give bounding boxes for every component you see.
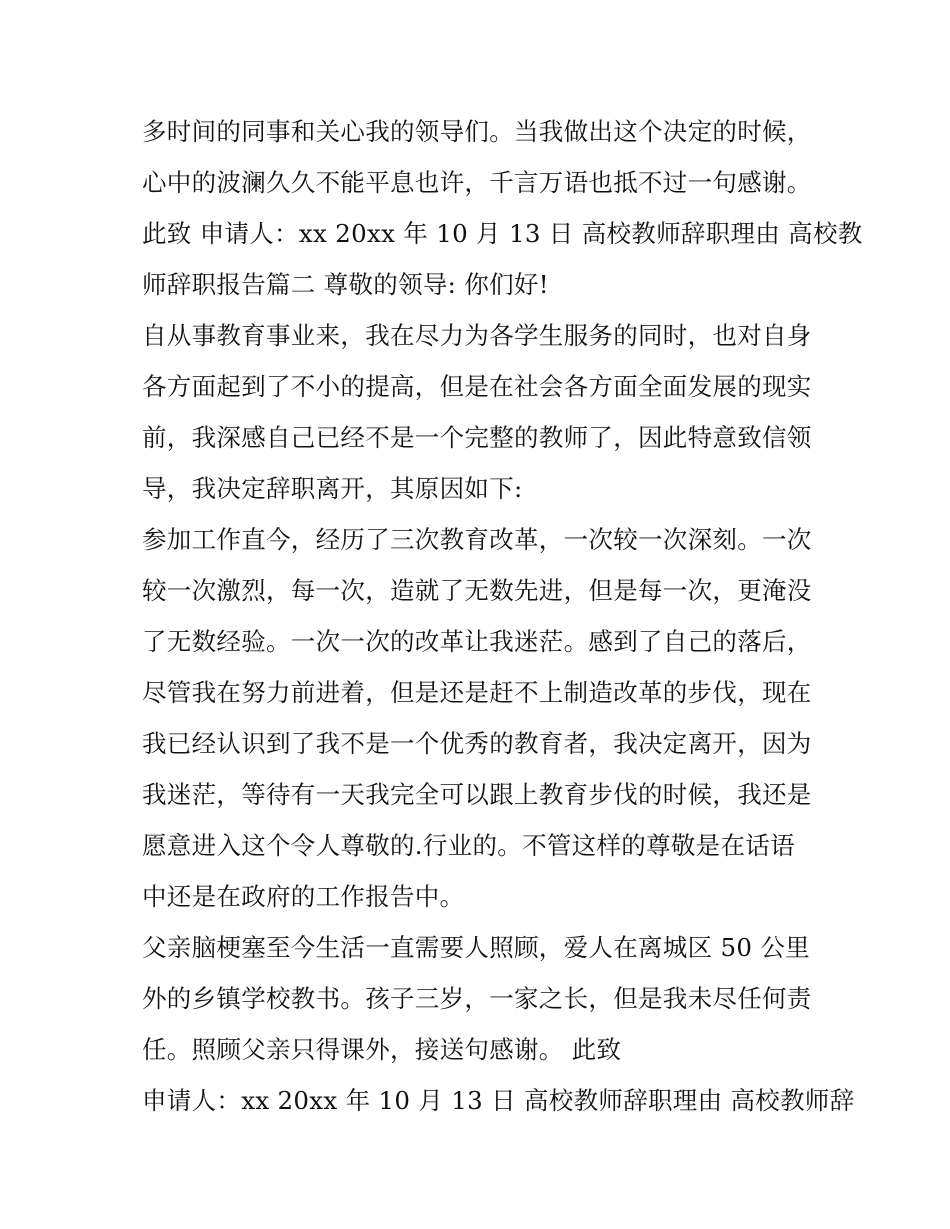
text-line: 自从事教育事业来，我在尽力为各学生服务的同时，也对自身 [142, 321, 812, 350]
text-line: 导，我决定辞职离开，其原因如下: [142, 474, 523, 503]
text-line: 参加工作直今，经历了三次教育改革，一次较一次深刻。一次 [142, 525, 812, 554]
text-line: 前，我深感自己已经不是一个完整的教师了，因此特意致信领 [142, 423, 812, 452]
text-line: 外的乡镇学校教书。孩子三岁，一家之长，但是我未尽任何责 [142, 984, 812, 1013]
text-line: 尽管我在努力前进着，但是还是赶不上制造改革的步伐，现在 [142, 678, 812, 707]
text-line: 父亲脑梗塞至今生活一直需要人照顾，爱人在离城区 50 公里 [142, 933, 810, 962]
text-line: 愿意进入这个令人尊敬的.行业的。不管这样的尊敬是在话语 [142, 831, 795, 860]
text-line: 各方面起到了不小的提高，但是在社会各方面全面发展的现实 [142, 372, 812, 401]
text-line: 我已经认识到了我不是一个优秀的教育者，我决定离开，因为 [142, 729, 812, 758]
text-line: 心中的波澜久久不能平息也许，千言万语也抵不过一句感谢。 [142, 168, 812, 197]
text-line: 较一次激烈，每一次，造就了无数先进，但是每一次，更淹没 [142, 576, 812, 605]
text-line: 任。照顾父亲只得课外，接送句感谢。 此致 [142, 1035, 622, 1064]
text-line: 申请人：xx 20xx 年 10 月 13 日 高校教师辞职理由 高校教师辞 [142, 1086, 855, 1115]
text-line: 师辞职报告篇二 尊敬的领导: 你们好! [142, 270, 549, 299]
text-line: 我迷茫，等待有一天我完全可以跟上教育步伐的时候，我还是 [142, 780, 812, 809]
text-line: 中还是在政府的工作报告中。 [142, 882, 465, 911]
text-line: 了无数经验。一次一次的改革让我迷茫。感到了自己的落后， [142, 627, 812, 656]
text-line: 此致 申请人：xx 20xx 年 10 月 13 日 高校教师辞职理由 高校教 [142, 219, 863, 248]
document-body [142, 106, 863, 1126]
text-line: 多时间的同事和关心我的领导们。当我做出这个决定的时候， [142, 117, 812, 146]
